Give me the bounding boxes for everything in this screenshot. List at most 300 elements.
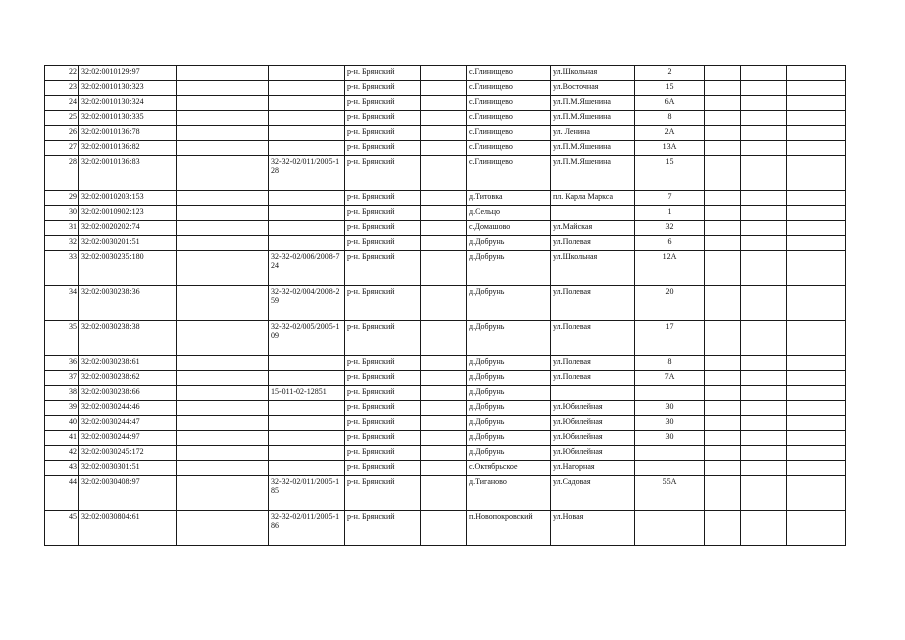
table-row — [45, 251, 846, 286]
empty-cell — [705, 141, 741, 156]
locality: д.Добрунь — [467, 321, 551, 356]
locality: с.Глинищево — [467, 66, 551, 81]
district: р-н. Брянский — [345, 66, 421, 81]
house-number: 30 — [635, 416, 705, 431]
table-row — [45, 356, 846, 371]
street: ул.Новая — [551, 511, 635, 546]
locality: с.Глинищево — [467, 126, 551, 141]
house-number: 55А — [635, 476, 705, 511]
registration-number — [269, 416, 345, 431]
empty-cell — [787, 401, 846, 416]
district: р-н. Брянский — [345, 511, 421, 546]
empty-cell — [421, 321, 467, 356]
empty-cell — [421, 371, 467, 386]
house-number: 15 — [635, 81, 705, 96]
registration-number — [269, 236, 345, 251]
empty-cell — [741, 191, 787, 206]
table-row — [45, 221, 846, 236]
registration-number: 32-32-02/006/2008-724 — [269, 251, 345, 286]
table-row — [45, 81, 846, 96]
cadastral-number: 32:02:0030244:97 — [79, 431, 177, 446]
locality: д.Сельцо — [467, 206, 551, 221]
empty-cell — [787, 206, 846, 221]
registration-number — [269, 356, 345, 371]
street: ул.П.М.Яшенина — [551, 111, 635, 126]
locality: с.Октябрьское — [467, 461, 551, 476]
empty-cell — [177, 191, 269, 206]
district: р-н. Брянский — [345, 401, 421, 416]
house-number: 7А — [635, 371, 705, 386]
row-number: 44 — [45, 476, 79, 511]
empty-cell — [177, 111, 269, 126]
empty-cell — [705, 66, 741, 81]
empty-cell — [787, 371, 846, 386]
empty-cell — [705, 386, 741, 401]
house-number: 6 — [635, 236, 705, 251]
row-number: 27 — [45, 141, 79, 156]
row-number: 31 — [45, 221, 79, 236]
street: ул.Юбилейная — [551, 416, 635, 431]
registration-number — [269, 66, 345, 81]
registration-number — [269, 111, 345, 126]
empty-cell — [705, 251, 741, 286]
locality: д.Титовка — [467, 191, 551, 206]
table-body — [45, 66, 846, 546]
house-number: 6А — [635, 96, 705, 111]
empty-cell — [787, 111, 846, 126]
empty-cell — [705, 371, 741, 386]
empty-cell — [421, 111, 467, 126]
street: пл. Карла Маркса — [551, 191, 635, 206]
empty-cell — [421, 191, 467, 206]
street: ул.Полевая — [551, 356, 635, 371]
table-row — [45, 321, 846, 356]
empty-cell — [705, 401, 741, 416]
empty-cell — [705, 206, 741, 221]
table-row — [45, 371, 846, 386]
empty-cell — [421, 81, 467, 96]
district: р-н. Брянский — [345, 431, 421, 446]
row-number: 38 — [45, 386, 79, 401]
street: ул.Полевая — [551, 321, 635, 356]
district: р-н. Брянский — [345, 236, 421, 251]
table-row — [45, 446, 846, 461]
street: ул.Юбилейная — [551, 431, 635, 446]
empty-cell — [177, 476, 269, 511]
registration-number — [269, 126, 345, 141]
row-number: 37 — [45, 371, 79, 386]
empty-cell — [177, 416, 269, 431]
empty-cell — [787, 446, 846, 461]
empty-cell — [741, 96, 787, 111]
table-row — [45, 431, 846, 446]
cadastral-number: 32:02:0010203:153 — [79, 191, 177, 206]
district: р-н. Брянский — [345, 321, 421, 356]
empty-cell — [741, 141, 787, 156]
empty-cell — [787, 461, 846, 476]
locality: с.Глинищево — [467, 141, 551, 156]
row-number: 30 — [45, 206, 79, 221]
empty-cell — [177, 236, 269, 251]
empty-cell — [705, 356, 741, 371]
empty-cell — [741, 401, 787, 416]
empty-cell — [177, 221, 269, 236]
empty-cell — [421, 156, 467, 191]
empty-cell — [421, 96, 467, 111]
cadastral-number: 32:02:0010136:82 — [79, 141, 177, 156]
empty-cell — [705, 81, 741, 96]
street: ул.Нагорная — [551, 461, 635, 476]
empty-cell — [421, 356, 467, 371]
locality: д.Добрунь — [467, 416, 551, 431]
empty-cell — [177, 66, 269, 81]
cadastral-number: 32:02:0010902:123 — [79, 206, 177, 221]
cadastral-number: 32:02:0020202:74 — [79, 221, 177, 236]
empty-cell — [787, 511, 846, 546]
house-number: 8 — [635, 111, 705, 126]
locality: с.Глинищево — [467, 156, 551, 191]
empty-cell — [741, 371, 787, 386]
empty-cell — [421, 461, 467, 476]
registration-number: 32-32-02/011/2005-185 — [269, 476, 345, 511]
district: р-н. Брянский — [345, 96, 421, 111]
cadastral-number: 32:02:0030244:47 — [79, 416, 177, 431]
cadastral-number: 32:02:0010130:335 — [79, 111, 177, 126]
empty-cell — [177, 156, 269, 191]
empty-cell — [741, 321, 787, 356]
empty-cell — [177, 141, 269, 156]
row-number: 22 — [45, 66, 79, 81]
registry-table — [44, 65, 846, 546]
empty-cell — [177, 461, 269, 476]
district: р-н. Брянский — [345, 286, 421, 321]
empty-cell — [787, 191, 846, 206]
district: р-н. Брянский — [345, 461, 421, 476]
registration-number: 15-011-02-12851 — [269, 386, 345, 401]
row-number: 36 — [45, 356, 79, 371]
row-number: 26 — [45, 126, 79, 141]
cadastral-number: 32:02:0010129:97 — [79, 66, 177, 81]
empty-cell — [741, 111, 787, 126]
empty-cell — [705, 126, 741, 141]
empty-cell — [705, 191, 741, 206]
cadastral-number: 32:02:0030235:180 — [79, 251, 177, 286]
street: ул.П.М.Яшенина — [551, 156, 635, 191]
house-number: 1 — [635, 206, 705, 221]
district: р-н. Брянский — [345, 371, 421, 386]
house-number: 30 — [635, 401, 705, 416]
cadastral-number: 32:02:0030201:51 — [79, 236, 177, 251]
cadastral-number: 32:02:0030238:38 — [79, 321, 177, 356]
empty-cell — [177, 251, 269, 286]
street — [551, 386, 635, 401]
registration-number — [269, 461, 345, 476]
registration-number: 32-32-02/004/2008-259 — [269, 286, 345, 321]
house-number — [635, 386, 705, 401]
empty-cell — [177, 356, 269, 371]
table-row — [45, 141, 846, 156]
table-row — [45, 416, 846, 431]
house-number: 2А — [635, 126, 705, 141]
street: ул. Ленина — [551, 126, 635, 141]
empty-cell — [421, 126, 467, 141]
empty-cell — [705, 156, 741, 191]
empty-cell — [741, 126, 787, 141]
locality: д.Добрунь — [467, 386, 551, 401]
house-number: 15 — [635, 156, 705, 191]
empty-cell — [421, 511, 467, 546]
street: ул.Школьная — [551, 251, 635, 286]
empty-cell — [741, 236, 787, 251]
empty-cell — [741, 66, 787, 81]
registration-number — [269, 191, 345, 206]
empty-cell — [421, 416, 467, 431]
empty-cell — [705, 221, 741, 236]
table-row — [45, 66, 846, 81]
empty-cell — [177, 286, 269, 321]
cadastral-number: 32:02:0010130:324 — [79, 96, 177, 111]
house-number: 17 — [635, 321, 705, 356]
row-number: 25 — [45, 111, 79, 126]
empty-cell — [787, 386, 846, 401]
empty-cell — [177, 386, 269, 401]
house-number: 13А — [635, 141, 705, 156]
row-number: 35 — [45, 321, 79, 356]
cadastral-number: 32:02:0030244:46 — [79, 401, 177, 416]
house-number: 20 — [635, 286, 705, 321]
locality: п.Новопокровский — [467, 511, 551, 546]
district: р-н. Брянский — [345, 126, 421, 141]
house-number: 7 — [635, 191, 705, 206]
table-row — [45, 386, 846, 401]
empty-cell — [787, 126, 846, 141]
empty-cell — [705, 111, 741, 126]
cadastral-number: 32:02:0030238:66 — [79, 386, 177, 401]
table-row — [45, 401, 846, 416]
empty-cell — [177, 371, 269, 386]
empty-cell — [421, 386, 467, 401]
empty-cell — [421, 401, 467, 416]
empty-cell — [787, 236, 846, 251]
house-number: 8 — [635, 356, 705, 371]
empty-cell — [421, 206, 467, 221]
empty-cell — [421, 446, 467, 461]
empty-cell — [787, 96, 846, 111]
house-number: 30 — [635, 431, 705, 446]
empty-cell — [177, 401, 269, 416]
registration-number: 32-32-02/011/2005-128 — [269, 156, 345, 191]
locality: д.Добрунь — [467, 236, 551, 251]
street — [551, 206, 635, 221]
empty-cell — [705, 446, 741, 461]
cadastral-number: 32:02:0010136:78 — [79, 126, 177, 141]
empty-cell — [421, 476, 467, 511]
empty-cell — [705, 236, 741, 251]
district: р-н. Брянский — [345, 386, 421, 401]
street: ул.Полевая — [551, 286, 635, 321]
empty-cell — [787, 321, 846, 356]
cadastral-number: 32:02:0030301:51 — [79, 461, 177, 476]
cadastral-number: 32:02:0030408:97 — [79, 476, 177, 511]
street: ул.П.М.Яшенина — [551, 96, 635, 111]
locality: д.Тиганово — [467, 476, 551, 511]
empty-cell — [741, 461, 787, 476]
registration-number: 32-32-02/011/2005-186 — [269, 511, 345, 546]
registration-number — [269, 206, 345, 221]
street: ул.Юбилейная — [551, 401, 635, 416]
empty-cell — [741, 356, 787, 371]
table-row — [45, 126, 846, 141]
empty-cell — [177, 126, 269, 141]
empty-cell — [421, 66, 467, 81]
empty-cell — [787, 66, 846, 81]
empty-cell — [705, 416, 741, 431]
empty-cell — [705, 321, 741, 356]
registration-number — [269, 141, 345, 156]
street: ул.П.М.Яшенина — [551, 141, 635, 156]
street: ул.Юбилейная — [551, 446, 635, 461]
table-row — [45, 511, 846, 546]
row-number: 40 — [45, 416, 79, 431]
locality: д.Добрунь — [467, 371, 551, 386]
registration-number: 32-32-02/005/2005-109 — [269, 321, 345, 356]
empty-cell — [741, 386, 787, 401]
empty-cell — [705, 461, 741, 476]
district: р-н. Брянский — [345, 416, 421, 431]
locality: д.Добрунь — [467, 356, 551, 371]
cadastral-number: 32:02:0010136:83 — [79, 156, 177, 191]
locality: с.Домашово — [467, 221, 551, 236]
empty-cell — [705, 431, 741, 446]
registration-number — [269, 401, 345, 416]
empty-cell — [787, 156, 846, 191]
table-row — [45, 96, 846, 111]
locality: с.Глинищево — [467, 96, 551, 111]
empty-cell — [741, 81, 787, 96]
district: р-н. Брянский — [345, 221, 421, 236]
empty-cell — [741, 206, 787, 221]
cadastral-number: 32:02:0030804:61 — [79, 511, 177, 546]
empty-cell — [705, 96, 741, 111]
empty-cell — [421, 431, 467, 446]
empty-cell — [177, 431, 269, 446]
house-number — [635, 446, 705, 461]
empty-cell — [787, 286, 846, 321]
empty-cell — [705, 476, 741, 511]
registration-number — [269, 431, 345, 446]
house-number — [635, 461, 705, 476]
empty-cell — [421, 286, 467, 321]
row-number: 28 — [45, 156, 79, 191]
empty-cell — [741, 251, 787, 286]
locality: д.Добрунь — [467, 401, 551, 416]
row-number: 24 — [45, 96, 79, 111]
table-row — [45, 156, 846, 191]
row-number: 41 — [45, 431, 79, 446]
empty-cell — [787, 81, 846, 96]
row-number: 39 — [45, 401, 79, 416]
registration-number — [269, 446, 345, 461]
street: ул.Садовая — [551, 476, 635, 511]
table-row — [45, 191, 846, 206]
empty-cell — [787, 356, 846, 371]
empty-cell — [421, 251, 467, 286]
empty-cell — [421, 236, 467, 251]
table-row — [45, 461, 846, 476]
row-number: 29 — [45, 191, 79, 206]
street: ул.Полевая — [551, 236, 635, 251]
empty-cell — [177, 96, 269, 111]
empty-cell — [421, 141, 467, 156]
empty-cell — [177, 321, 269, 356]
table-row — [45, 206, 846, 221]
locality: д.Добрунь — [467, 446, 551, 461]
district: р-н. Брянский — [345, 141, 421, 156]
empty-cell — [177, 511, 269, 546]
empty-cell — [741, 511, 787, 546]
table-row — [45, 236, 846, 251]
district: р-н. Брянский — [345, 156, 421, 191]
table-row — [45, 286, 846, 321]
empty-cell — [787, 431, 846, 446]
street: ул.Майская — [551, 221, 635, 236]
house-number: 12А — [635, 251, 705, 286]
row-number: 45 — [45, 511, 79, 546]
street: ул.Школьная — [551, 66, 635, 81]
registration-number — [269, 96, 345, 111]
district: р-н. Брянский — [345, 476, 421, 511]
locality: д.Добрунь — [467, 251, 551, 286]
row-number: 23 — [45, 81, 79, 96]
locality: с.Глинищево — [467, 111, 551, 126]
district: р-н. Брянский — [345, 251, 421, 286]
district: р-н. Брянский — [345, 206, 421, 221]
house-number: 32 — [635, 221, 705, 236]
row-number: 32 — [45, 236, 79, 251]
empty-cell — [787, 476, 846, 511]
locality: д.Добрунь — [467, 286, 551, 321]
registration-number — [269, 371, 345, 386]
row-number: 34 — [45, 286, 79, 321]
empty-cell — [787, 221, 846, 236]
house-number — [635, 511, 705, 546]
district: р-н. Брянский — [345, 191, 421, 206]
empty-cell — [741, 416, 787, 431]
empty-cell — [787, 416, 846, 431]
empty-cell — [741, 431, 787, 446]
cadastral-number: 32:02:0010130:323 — [79, 81, 177, 96]
district: р-н. Брянский — [345, 446, 421, 461]
table-row — [45, 476, 846, 511]
locality: д.Добрунь — [467, 431, 551, 446]
district: р-н. Брянский — [345, 81, 421, 96]
empty-cell — [787, 141, 846, 156]
empty-cell — [177, 446, 269, 461]
district: р-н. Брянский — [345, 356, 421, 371]
table-row — [45, 111, 846, 126]
empty-cell — [705, 511, 741, 546]
cadastral-number: 32:02:0030238:62 — [79, 371, 177, 386]
district: р-н. Брянский — [345, 111, 421, 126]
empty-cell — [741, 286, 787, 321]
row-number: 42 — [45, 446, 79, 461]
house-number: 2 — [635, 66, 705, 81]
empty-cell — [741, 476, 787, 511]
empty-cell — [705, 286, 741, 321]
empty-cell — [787, 251, 846, 286]
street: ул.Восточная — [551, 81, 635, 96]
empty-cell — [177, 206, 269, 221]
